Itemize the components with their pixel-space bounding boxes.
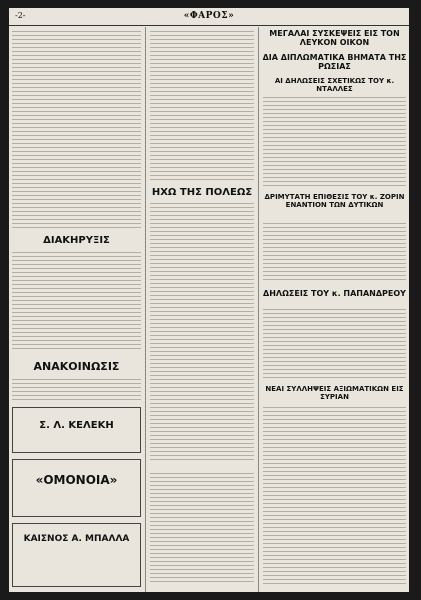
headline-zorin: ΔΡΙΜΥΤΑΤΗ ΕΠΙΘΕΣΙΣ ΤΟΥ κ. ΖΟΡΙΝ ΕΝΑΝΤΙΟΝ ΤΩΝ ΔΥΤΙΚΩΝ	[264, 193, 405, 210]
headline-syria: ΝΕΑΙ ΣΥΛΛΗΨΕΙΣ ΑΞΙΩΜΑΤΙΚΩΝ ΕΙΣ ΣΥΡΙΑΝ	[265, 385, 404, 402]
ad-box	[12, 407, 141, 453]
masthead	[9, 8, 409, 26]
columns-area	[9, 27, 409, 592]
headline-papandreou: ΔΗΛΩΣΕΙΣ ΤΟΥ κ. ΠΑΠΑΝΔΡΕΟΥ	[263, 289, 406, 298]
ad-box	[12, 523, 141, 587]
text-block	[12, 31, 141, 231]
column-2	[147, 27, 257, 592]
text-block	[150, 473, 254, 583]
text-block	[12, 379, 141, 401]
headline-kelekis: Σ. Λ. ΚΕΛΕΚΗ	[39, 420, 114, 431]
text-block	[150, 203, 254, 463]
column-1	[9, 27, 144, 592]
text-block	[263, 223, 406, 283]
text-block	[263, 407, 406, 587]
headline-ichoi: ΗΧΩ ΤΗΣ ΠΟΛΕΩΣ	[151, 187, 253, 198]
column-3	[260, 27, 409, 592]
headline-main-1: ΜΕΓΑΛΑΙ ΣΥΣΚΕΨΕΙΣ ΕΙΣ ΤΟΝ ΛΕΥΚΟΝ ΟΙΚΟΝ	[269, 29, 400, 48]
column-rule	[258, 27, 259, 592]
headline-main-2: ΔΙΑ ΔΙΠΛΩΜΑΤΙΚΑ ΒΗΜΑΤΑ ΤΗΣ ΡΩΣΙΑΣ	[262, 53, 407, 72]
headline-anakoinoseis: ΑΝΑΚΟΙΝΩΣΙΣ	[33, 360, 120, 373]
newspaper-page	[9, 8, 409, 592]
text-block	[12, 252, 141, 352]
text-block	[263, 309, 406, 379]
ad-box	[12, 459, 141, 517]
paper-title: «ΦΑΡΟΣ»	[183, 11, 235, 21]
column-rule	[145, 27, 146, 592]
headline-mpallas: ΚΑΙΣΝΟΣ Α. ΜΠΑΛΛΑ	[23, 534, 130, 544]
headline-main-3: ΑΙ ΔΗΛΩΣΕΙΣ ΣΧΕΤΙΚΩΣ ΤΟΥ κ. ΝΤΑΛΛΕΣ	[274, 77, 395, 94]
headline-omonoia: «ΟΜΟΝΟΙΑ»	[35, 473, 118, 487]
page-number: -2-	[15, 11, 26, 20]
text-block	[263, 97, 406, 187]
text-block	[150, 31, 254, 181]
headline-diakirixeis: ΔΙΑΚΗΡΥΞΙΣ	[43, 235, 110, 246]
